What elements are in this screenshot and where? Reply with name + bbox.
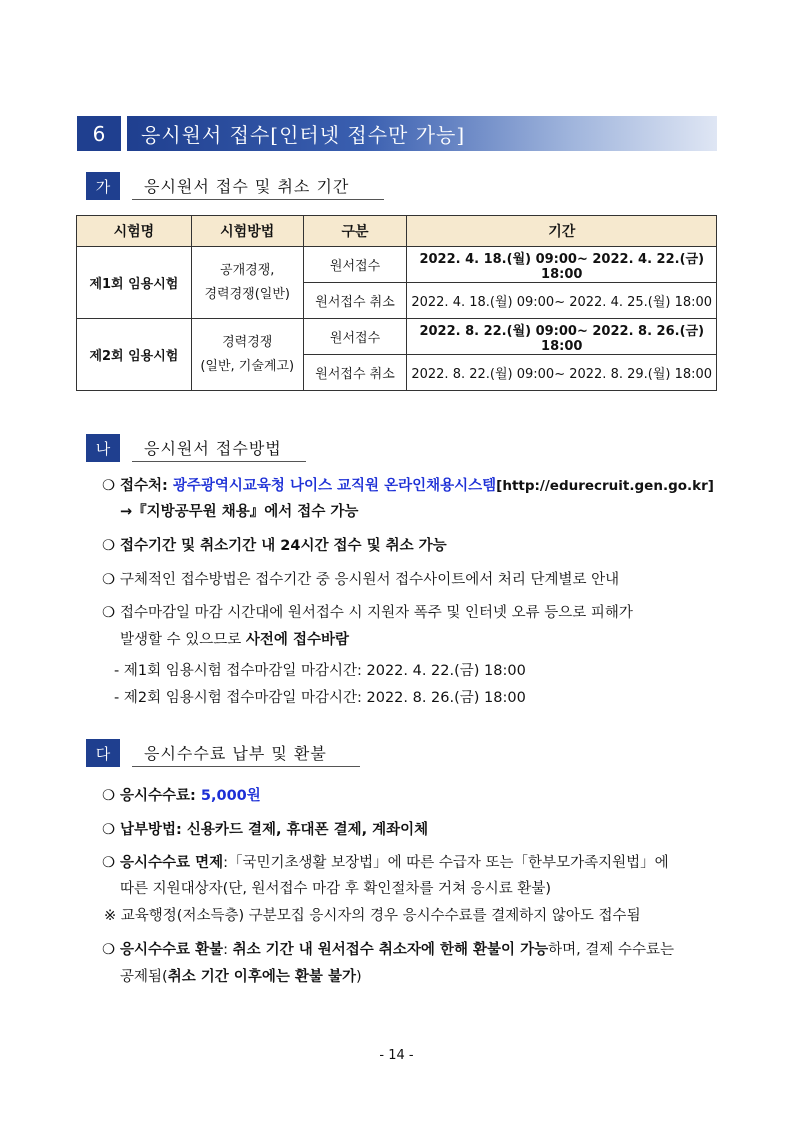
na-dash-2: - 제2회 임용시험 접수마감일 마감시간: 2022. 8. 26.(금) 18:00 — [114, 690, 526, 706]
section-number: 6 — [77, 116, 121, 151]
exam-method-line: 경력경쟁(일반) — [204, 286, 290, 302]
na-dash-1: - 제1회 임용시험 접수마감일 마감시간: 2022. 4. 22.(금) 18:00 — [114, 663, 526, 679]
table-row — [77, 319, 717, 355]
exam-method-cell — [191, 319, 303, 391]
category-cell: 원서접수 취소 — [303, 355, 407, 391]
da-exempt — [102, 853, 669, 873]
da-fee-value: 5,000원 — [200, 788, 261, 804]
subsection-title-na: 응시원서 접수방법 — [132, 434, 306, 462]
page-number: - 14 - — [379, 1048, 414, 1063]
da-refund-line2 — [120, 967, 362, 987]
period-cell: 2022. 8. 22.(월) 09:00~ 2022. 8. 26.(금) 18:00 — [407, 319, 717, 355]
da-refund-rest: 하며, 결제 수수료는 — [548, 942, 674, 958]
da-exempt-label: 응시수수료 면제 — [120, 855, 224, 871]
period-cell: 2022. 4. 18.(월) 09:00~ 2022. 4. 25.(월) 18:00 — [407, 283, 717, 319]
na-item-2 — [102, 536, 447, 556]
exam-method-line: (일반, 기술계고) — [200, 358, 295, 374]
table-header-row — [77, 216, 717, 247]
na-item-4-line2b: 사전에 접수바람 — [245, 632, 349, 648]
schedule-table — [76, 215, 717, 391]
na-item-4-line2 — [120, 630, 349, 650]
na-item-4 — [102, 603, 633, 623]
period-cell: 2022. 4. 18.(월) 09:00~ 2022. 4. 22.(금) 18:00 — [407, 247, 717, 283]
na-item-1-url: [http://edurecruit.gen.go.kr] — [496, 478, 714, 494]
header-exam-method: 시험방법 — [191, 216, 303, 247]
bullet-circle-icon: ❍ — [102, 478, 115, 494]
da-refund-line2a: 공제됨( — [120, 969, 168, 985]
header-category: 구분 — [303, 216, 407, 247]
subsection-mark-na: 나 — [86, 434, 120, 462]
na-item-3-text: 구체적인 접수방법은 접수기간 중 응시원서 접수사이트에서 처리 단계별로 안내 — [120, 572, 620, 588]
bullet-circle-icon: ❍ — [102, 822, 115, 838]
exam-name-cell: 제2회 임용시험 — [77, 319, 192, 391]
na-item-2-text: 접수기간 및 취소기간 내 24시간 접수 및 취소 가능 — [120, 538, 447, 554]
da-refund-bold: 취소 기간 내 원서접수 취소자에 한해 환불이 가능 — [232, 942, 549, 958]
da-exempt-text: :「국민기초생활 보장법」에 따른 수급자 또는「한부모가족지원법」에 — [223, 855, 669, 871]
na-item-1-org: 광주광역시교육청 나이스 교직원 온라인채용시스템 — [172, 478, 497, 494]
subsection-title-da: 응시수수료 납부 및 환불 — [132, 739, 360, 767]
exam-name-cell: 제1회 임용시험 — [77, 247, 192, 319]
bullet-circle-icon: ❍ — [102, 572, 115, 588]
exam-method-line: 경력경쟁 — [222, 334, 273, 350]
da-refund-line2c: ) — [355, 969, 362, 985]
da-note: ※ 교육행정(저소득층) 구분모집 응시자의 경우 응시수수료를 결제하지 않아도 접수됨 — [104, 908, 641, 924]
exam-method-line: 공개경쟁, — [220, 262, 275, 278]
na-item-3 — [102, 570, 619, 590]
section-title: 응시원서 접수[인터넷 접수만 가능] — [127, 116, 717, 151]
da-refund-line2b: 취소 기간 이후에는 환불 불가 — [167, 969, 356, 985]
bullet-circle-icon: ❍ — [102, 942, 115, 958]
na-item-4-line2a: 발생할 수 있으므로 — [120, 632, 246, 648]
period-cell: 2022. 8. 22.(월) 09:00~ 2022. 8. 29.(월) 18:00 — [407, 355, 717, 391]
da-refund-label: 응시수수료 환불 — [120, 942, 224, 958]
da-refund — [102, 940, 674, 960]
bullet-circle-icon: ❍ — [102, 855, 115, 871]
na-item-1 — [102, 476, 714, 496]
header-period: 기간 — [407, 216, 717, 247]
subsection-mark-da: 다 — [86, 739, 120, 767]
da-pay-text: 납부방법: 신용카드 결제, 휴대폰 결제, 계좌이체 — [120, 822, 429, 838]
header-exam-name: 시험명 — [77, 216, 192, 247]
bullet-circle-icon: ❍ — [102, 538, 115, 554]
da-exempt-line2: 따른 지원대상자(단, 원서접수 마감 후 확인절차를 거쳐 응시료 환불) — [120, 881, 551, 897]
bullet-circle-icon: ❍ — [102, 605, 115, 621]
da-fee-label: 응시수수료: — [120, 788, 201, 804]
na-item-4-line1: 접수마감일 마감 시간대에 원서접수 시 지원자 폭주 및 인터넷 오류 등으로 피해가 — [120, 605, 633, 621]
category-cell: 원서접수 취소 — [303, 283, 407, 319]
na-item-1-label: 접수처: — [120, 478, 173, 494]
subsection-title-ga: 응시원서 접수 및 취소 기간 — [132, 172, 384, 200]
category-cell: 원서접수 — [303, 319, 407, 355]
subsection-mark-ga: 가 — [86, 172, 120, 200]
exam-method-cell — [191, 247, 303, 319]
category-cell: 원서접수 — [303, 247, 407, 283]
na-item-1-line2: →『지방공무원 채용』에서 접수 가능 — [120, 504, 359, 520]
bullet-circle-icon: ❍ — [102, 788, 115, 804]
da-refund-colon: : — [223, 942, 233, 958]
da-pay — [102, 820, 428, 840]
table-row — [77, 247, 717, 283]
da-fee — [102, 786, 261, 806]
